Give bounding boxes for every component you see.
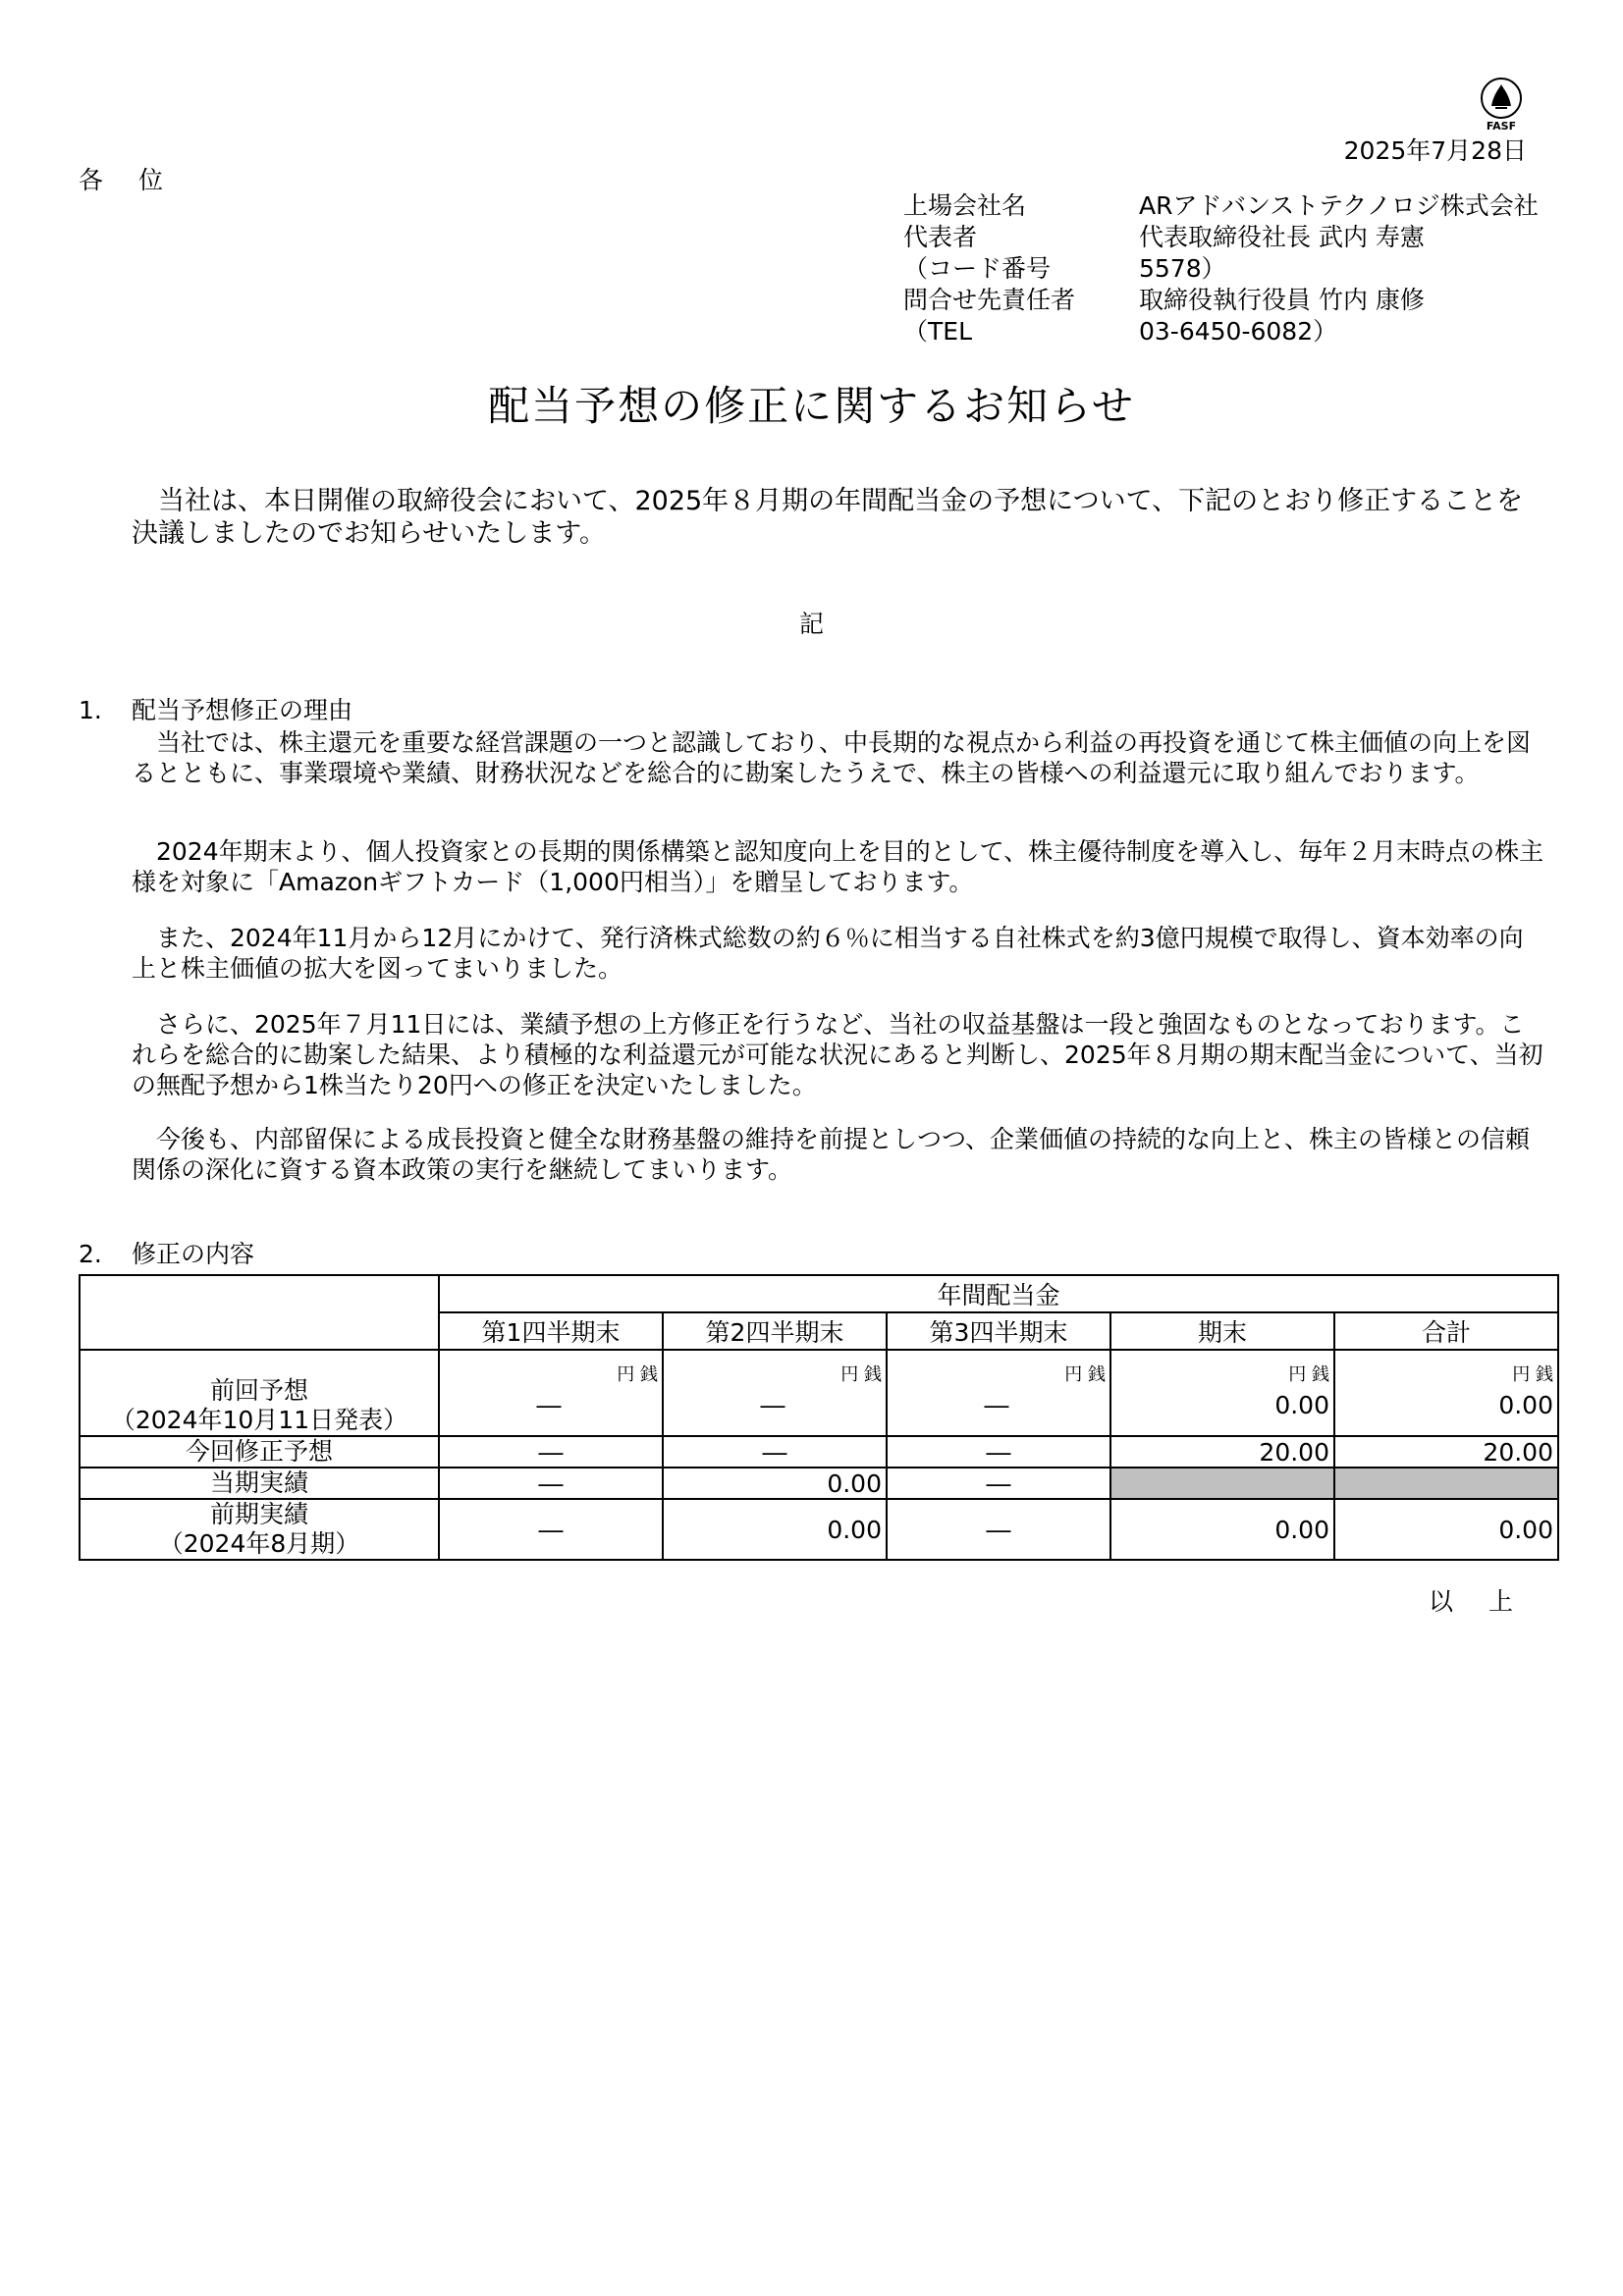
row-label-main: 前期実績 <box>209 1500 308 1528</box>
page-title: 配当予想の修正に関するお知らせ <box>488 382 1135 430</box>
table-row <box>80 1350 1558 1436</box>
info-row <box>903 285 1539 316</box>
info-value: 代表取締役社長 武内 寿憲 <box>1139 223 1425 251</box>
table-row <box>80 1468 1558 1499</box>
fasf-emblem-icon <box>1478 77 1525 132</box>
ki-marker: 記 <box>798 610 824 638</box>
section-title: 修正の内容 <box>132 1240 255 1268</box>
info-key: 上場会社名 <box>903 191 1027 220</box>
section-1-paragraph: 当社では、株主還元を重要な経営課題の一つと認識しており、中長期的な視点から利益の再投資を通じて株主価値の向上を図るとともに、事業環境や業績、財務状況などを総合的に勘案したうえで、株主の皆様への利益還元に取り組んでおります。 <box>132 728 1532 787</box>
closing-mark: 以 上 <box>1429 1587 1527 1616</box>
column-header: 第1四半期末 <box>439 1312 663 1350</box>
section-2-heading <box>79 1239 254 1270</box>
row-label-sub: （2024年8月期） <box>158 1529 360 1558</box>
info-row <box>903 253 1539 285</box>
info-value: 5578） <box>1139 254 1226 283</box>
cell-value: ― <box>984 1391 1009 1419</box>
info-key: （コード番号 <box>903 254 1052 283</box>
cell-value: ― <box>536 1391 562 1419</box>
info-value: 03-6450-6082） <box>1139 317 1338 346</box>
logo-text: FASF <box>1486 120 1517 132</box>
cell-value: 0.00 <box>1274 1391 1329 1419</box>
table-header-row <box>80 1275 1558 1312</box>
cell-value: 20.00 <box>1110 1436 1334 1468</box>
row-label-main: 前回予想 <box>209 1376 308 1405</box>
cell-value: ― <box>439 1436 663 1468</box>
cell-value: ― <box>887 1499 1110 1560</box>
section-1-paragraph: 今後も、内部留保による成長投資と健全な財務基盤の維持を前提としつつ、企業価値の持続的な向上と、株主の皆様との信頼関係の深化に資する資本政策の実行を継続してまいります。 <box>132 1125 1531 1184</box>
section-number: 1. <box>79 696 102 724</box>
section-1-heading <box>79 695 352 726</box>
info-row <box>903 316 1539 347</box>
info-row <box>903 190 1539 222</box>
info-value: ARアドバンストテクノロジ株式会社 <box>1139 191 1539 220</box>
cell-value: 0.00 <box>663 1499 887 1560</box>
unit-label: 円 銭 <box>617 1364 658 1385</box>
cell-value-shaded <box>1334 1468 1558 1499</box>
table-cell <box>1110 1350 1334 1436</box>
cell-value: ― <box>760 1391 785 1419</box>
group-header: 年間配当金 <box>439 1275 1558 1312</box>
section-1-paragraph: 2024年期末より、個人投資家との長期的関係構築と認知度向上を目的として、株主優待制度を導入し、毎年２月末時点の株主様を対象に「Amazonギフトカード（1,000円相当）」を贈呈しております。 <box>132 837 1544 896</box>
row-label: 当期実績 <box>80 1468 439 1499</box>
company-info <box>903 190 1539 347</box>
section-title: 配当予想修正の理由 <box>132 696 353 724</box>
fasf-logo <box>1478 77 1525 132</box>
intro-paragraph: 当社は、本日開催の取締役会において、2025年８月期の年間配当金の予想について、下記のとおり修正することを決議しましたのでお知らせいたします。 <box>132 486 1524 549</box>
column-header: 期末 <box>1110 1312 1334 1350</box>
header-corner-cell <box>80 1275 439 1350</box>
unit-label: 円 銭 <box>1512 1364 1553 1385</box>
table-cell <box>439 1350 663 1436</box>
cell-value: 0.00 <box>1498 1391 1553 1419</box>
row-label <box>80 1499 439 1560</box>
info-key: （TEL <box>903 317 972 346</box>
column-header: 第2四半期末 <box>663 1312 887 1350</box>
unit-label: 円 銭 <box>840 1364 882 1385</box>
table-cell <box>887 1350 1110 1436</box>
table-cell <box>663 1350 887 1436</box>
cell-value: 0.00 <box>663 1468 887 1499</box>
cell-value-shaded <box>1110 1468 1334 1499</box>
column-header: 第3四半期末 <box>887 1312 1110 1350</box>
info-key: 代表者 <box>903 223 978 251</box>
info-key: 問合せ先責任者 <box>903 286 1076 314</box>
info-row <box>903 222 1539 253</box>
dividend-table <box>79 1274 1559 1561</box>
section-1-paragraph: さらに、2025年７月11日には、業績予想の上方修正を行うなど、当社の収益基盤は一段と強固なものとなっております。これらを総合的に勘案した結果、より積極的な利益還元が可能な状況にあると判断し、2025年８月期の期末配当金について、当初の無配予想から1株当たり20円への修正を決定いたしました。 <box>132 1010 1543 1099</box>
table-row <box>80 1499 1558 1560</box>
row-label: 今回修正予想 <box>80 1436 439 1468</box>
cell-value: ― <box>439 1499 663 1560</box>
table-row <box>80 1436 1558 1468</box>
section-1-paragraph: また、2024年11月から12月にかけて、発行済株式総数の約６％に相当する自社株式を約3億円規模で取得し、資本効率の向上と株主価値の拡大を図ってまいりました。 <box>132 924 1524 983</box>
unit-label: 円 銭 <box>1288 1364 1329 1385</box>
section-number: 2. <box>79 1240 102 1268</box>
cell-value: 20.00 <box>1334 1436 1558 1468</box>
info-value: 取締役執行役員 竹内 康修 <box>1139 286 1425 314</box>
cell-value: ― <box>887 1436 1110 1468</box>
row-label-sub: （2024年10月11日発表） <box>110 1406 408 1434</box>
document-date: 2025年7月28日 <box>1343 136 1527 165</box>
column-header: 合計 <box>1334 1312 1558 1350</box>
row-label <box>80 1350 439 1436</box>
cell-value: ― <box>663 1436 887 1468</box>
cell-value: ― <box>439 1468 663 1499</box>
cell-value: 0.00 <box>1110 1499 1334 1560</box>
addressee: 各 位 <box>79 166 177 194</box>
unit-label: 円 銭 <box>1064 1364 1106 1385</box>
table-cell <box>1334 1350 1558 1436</box>
cell-value: 0.00 <box>1334 1499 1558 1560</box>
cell-value: ― <box>887 1468 1110 1499</box>
